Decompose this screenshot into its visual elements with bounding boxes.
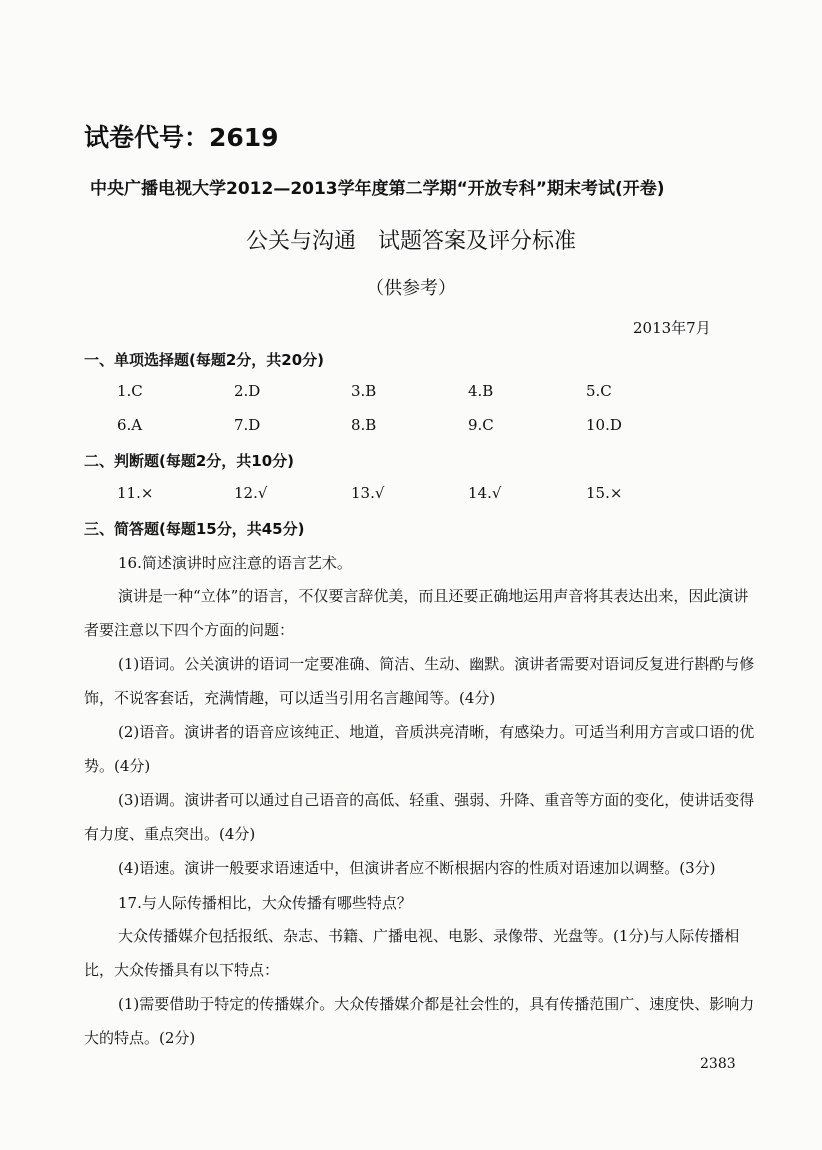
- paragraph: 演讲是一种“立体”的语言，不仅要言辞优美，而且还要正确地运用声音将其表达出来，因此演讲者要注意以下四个方面的问题：: [84, 587, 749, 639]
- answer-item: 3.B: [351, 382, 377, 400]
- answer-item: 4.B: [468, 382, 494, 400]
- answer-item: 5.C: [586, 382, 612, 400]
- answer-item: 9.C: [468, 416, 494, 434]
- paragraph: 大众传播媒介包括报纸、杂志、书籍、广播电视、电影、录像带、光盘等。(1分)与人际传播相比，大众传播具有以下特点：: [84, 927, 740, 979]
- answer-item: 2.D: [234, 382, 261, 400]
- paragraph: (4)语速。演讲一般要求语速适中，但演讲者应不断根据内容的性质对语速加以调整。(3分): [118, 859, 716, 877]
- page-number: 2383: [700, 1056, 736, 1072]
- answer-item: 15.×: [586, 484, 623, 502]
- section-heading-judgment: 二、判断题(每题2分，共10分): [84, 452, 295, 470]
- subject-title: 公关与沟通 试题答案及评分标准: [245, 229, 576, 254]
- answer-item: 7.D: [234, 416, 261, 434]
- exam-code: 试卷代号：2619: [84, 123, 279, 152]
- reference-note: （供参考）: [366, 278, 456, 299]
- answer-item: 14.√: [468, 484, 502, 502]
- answer-item: 12.√: [234, 484, 268, 502]
- exam-title: 中央广播电视大学2012—2013学年度第二学期“开放专科”期末考试(开卷): [90, 179, 665, 199]
- question-16: 16.简述演讲时应注意的语言艺术。: [118, 554, 352, 572]
- paragraph: (1)需要借助于特定的传播媒介。大众传播媒介都是社会性的，具有传播范围广、速度快、影响力大的特点。(2分): [84, 995, 755, 1047]
- answer-row: [0, 484, 822, 512]
- document-date: 2013年7月: [633, 319, 711, 337]
- answer-item: 10.D: [586, 416, 622, 434]
- question-17: 17.与人际传播相比，大众传播有哪些特点？: [118, 894, 412, 912]
- section-heading-choice: 一、单项选择题(每题2分，共20分): [84, 351, 325, 369]
- section-heading-short-answer: 三、简答题(每题15分，共45分): [84, 520, 305, 538]
- paragraph: (2)语音。演讲者的语音应该纯正、地道，音质洪亮清晰，有感染力。可适当利用方言或口语的优势。(4分): [84, 723, 755, 775]
- answer-item: 1.C: [117, 382, 143, 400]
- answer-item: 13.√: [351, 484, 385, 502]
- answer-item: 6.A: [117, 416, 143, 434]
- answer-item: 11.×: [117, 484, 154, 502]
- answer-row: [0, 382, 822, 410]
- paragraph: (1)语词。公关演讲的语词一定要准确、简洁、生动、幽默。演讲者需要对语词反复进行斟酌与修饰，不说客套话，充满情趣，可以适当引用名言趣闻等。(4分): [84, 655, 755, 707]
- answer-row: [0, 416, 822, 444]
- paragraph: (3)语调。演讲者可以通过自己语音的高低、轻重、强弱、升降、重音等方面的变化，使讲话变得有力度、重点突出。(4分): [84, 791, 755, 843]
- answer-item: 8.B: [351, 416, 377, 434]
